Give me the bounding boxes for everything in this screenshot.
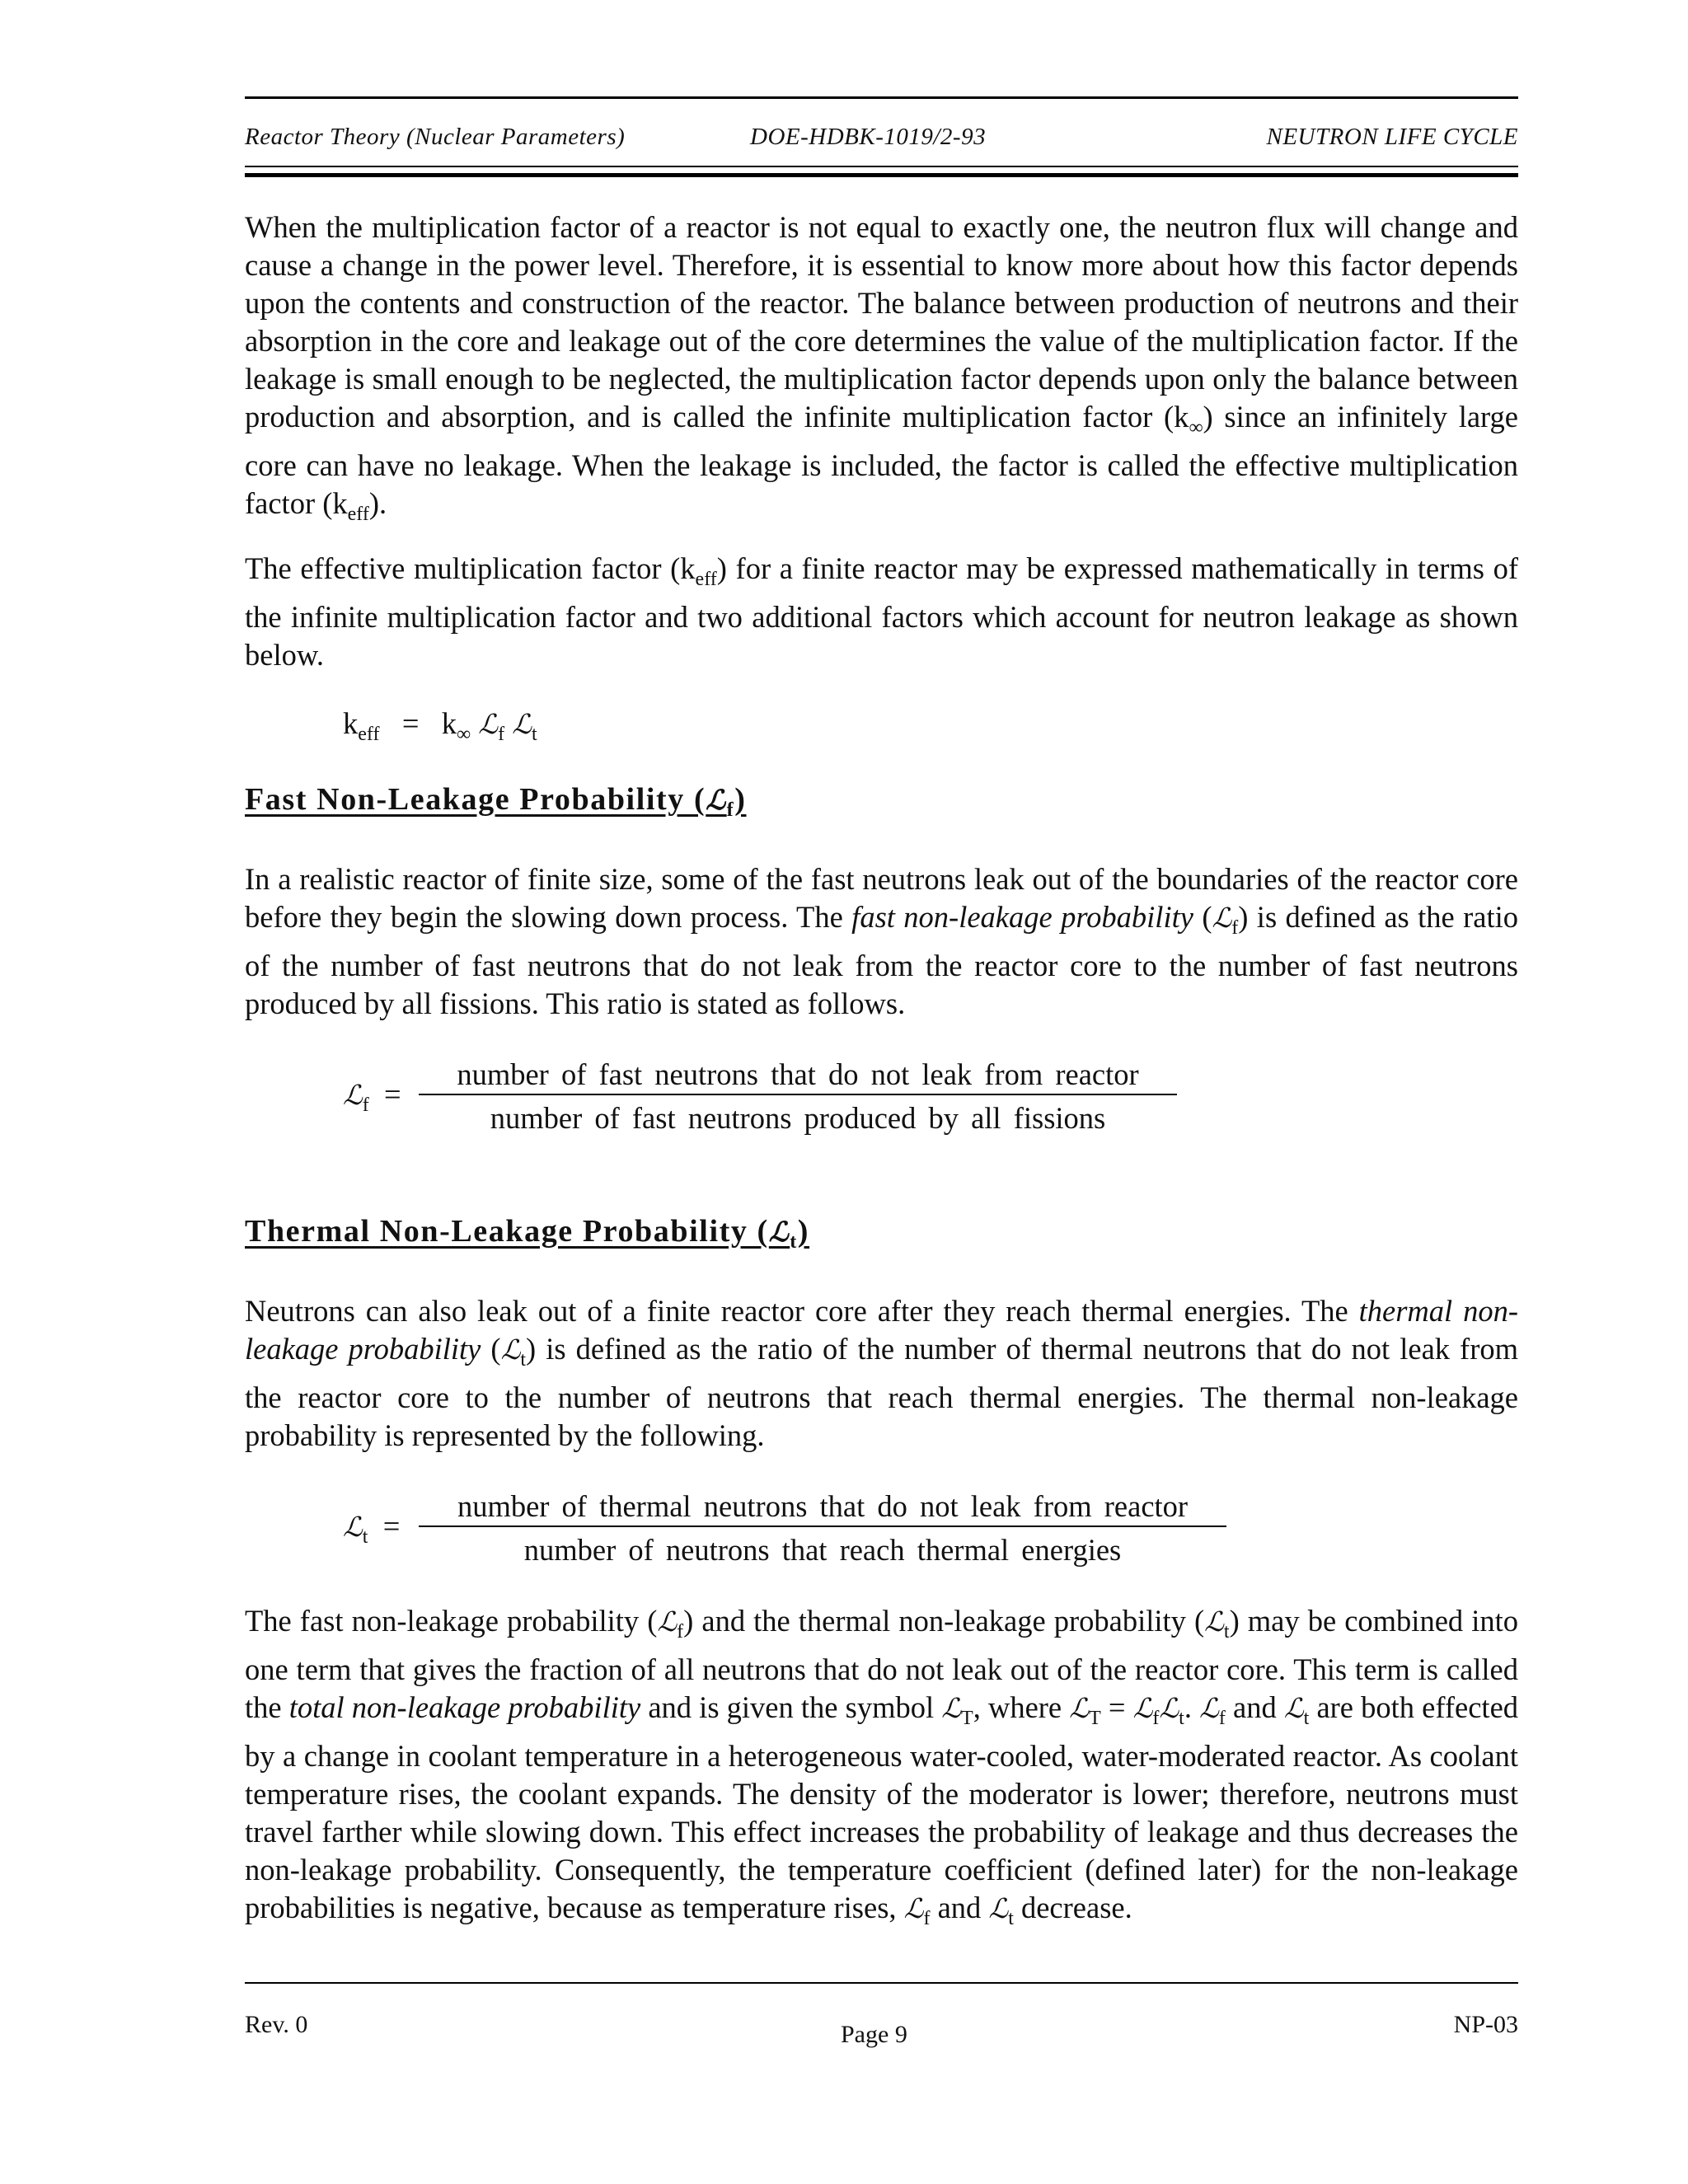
eq-sub-inf: ∞ bbox=[457, 724, 471, 745]
para4-text-c: ) is defined as the ratio of the number of thermal neutrons that do not leak from the reactor core to the number of neutrons that reach thermal energies. The thermal non-leakage probability is represented by the following. bbox=[245, 1332, 1518, 1452]
para5-sub-f3: f bbox=[1218, 1708, 1226, 1729]
para5-italic-term: total non-leakage probability bbox=[288, 1690, 641, 1724]
para5-text-a: The fast non-leakage probability ( bbox=[245, 1604, 658, 1638]
footer-right: NP-03 bbox=[1453, 2011, 1518, 2038]
eq-thermal-denominator: number of neutrons that reach thermal energies bbox=[523, 1533, 1122, 1567]
para2-text-b: ) for a finite reactor may be expressed mathematically in terms of the infinite multiplication factor and two additional factors which account for neutron leakage as shown below. bbox=[245, 551, 1519, 672]
heading-fast-text: Fast Non-Leakage Probability ( bbox=[245, 782, 706, 817]
equation-fast-fraction bbox=[419, 1057, 1177, 1136]
para5-sub-f4: f bbox=[923, 1908, 931, 1929]
heading-fast-close: ) bbox=[734, 782, 747, 817]
equation-keff bbox=[343, 705, 537, 746]
eq-equals: = bbox=[401, 706, 420, 740]
para5-L-t2: ℒ bbox=[1159, 1692, 1179, 1724]
para3-text-a: In a realistic reactor of finite size, some of the fast neutrons leak out of the boundaries of the reactor core before they begin the slowing down process. The bbox=[245, 862, 1518, 934]
para4-text-b: ( bbox=[481, 1332, 501, 1366]
para5-text-f: . bbox=[1184, 1690, 1200, 1724]
para5-sub-t4: t bbox=[1008, 1908, 1014, 1929]
eq-k-inf: k bbox=[441, 706, 457, 740]
para2-text-a: The effective multiplication factor (k bbox=[245, 551, 696, 585]
para5-sub-f1: f bbox=[677, 1621, 684, 1643]
eq-thermal-numerator: number of thermal neutrons that do not leak from reactor bbox=[419, 1488, 1226, 1527]
para5-L-f1: ℒ bbox=[657, 1605, 678, 1638]
para3-text-c: ) is defined as the ratio of the number of fast neutrons that do not leak from the reactor core to the number of fast neutrons produced by all fissions. This ratio is stated as follows. bbox=[245, 900, 1518, 1020]
sub-eff: eff bbox=[347, 504, 369, 525]
para5-text-h: are both effected by a change in coolant temperature in a heterogeneous water-cooled, water-moderated reactor. As coolant temperature rises, the coolant expands. The density of the moderator is lower; therefore, neutrons must travel farther while slowing down. This effect increases the probability of leakage and thus decreases the non-leakage probability. Consequently, the temperature coefficient (defined later) for the non-leakage probabilities is negative, because as temperature rises, bbox=[245, 1690, 1519, 1924]
para4-text-a: Neutrons can also leak out of a finite reactor core after they reach thermal energies. The bbox=[245, 1294, 1359, 1328]
para3-italic-term: fast non-leakage probability bbox=[851, 900, 1193, 934]
para5-sub-t1: t bbox=[1223, 1621, 1230, 1643]
footer-page-number: Page 9 bbox=[841, 2021, 907, 2048]
eq-fast-L: ℒ bbox=[343, 1079, 363, 1111]
para5-text-b: ) and the thermal non-leakage probability ( bbox=[683, 1604, 1205, 1638]
heading-thermal-text: Thermal Non-Leakage Probability ( bbox=[245, 1214, 769, 1249]
para5-text-j: decrease. bbox=[1013, 1891, 1132, 1924]
equation-thermal-lhs bbox=[343, 1508, 400, 1549]
para1-text-b: ) since an infinitely large core can have no leakage. When the leakage is included, the factor is called the effective multiplication factor (k bbox=[245, 400, 1519, 520]
para1-text-c: ). bbox=[368, 486, 387, 520]
para5-text-g: and bbox=[1225, 1690, 1284, 1724]
heading-fast-sub: f bbox=[726, 799, 735, 821]
header-right: NEUTRON LIFE CYCLE bbox=[1266, 124, 1518, 150]
header-top-rule bbox=[245, 96, 1518, 99]
eq-k: k bbox=[343, 706, 359, 740]
eq-sub-eff: eff bbox=[358, 724, 380, 745]
para5-text-d: and is given the symbol bbox=[640, 1690, 942, 1724]
para4-italic-term: thermal non-leakage probability bbox=[245, 1294, 1519, 1366]
para5-L-f2: ℒ bbox=[1132, 1692, 1153, 1724]
eq-L-f: ℒ bbox=[478, 708, 499, 740]
paragraph-fast-non-leakage bbox=[245, 860, 1518, 1023]
eq-L-t: ℒ bbox=[512, 708, 532, 740]
header-bottom-rule-thick bbox=[245, 173, 1518, 177]
sub-eff: eff bbox=[695, 569, 717, 590]
eq-thermal-L: ℒ bbox=[343, 1511, 363, 1543]
para5-eq: = bbox=[1100, 1690, 1133, 1724]
para3-L: ℒ bbox=[1212, 902, 1232, 934]
para5-L-T2: ℒ bbox=[1069, 1692, 1090, 1724]
header-left: Reactor Theory (Nuclear Parameters) bbox=[245, 124, 626, 150]
eq-sub-f: f bbox=[498, 724, 505, 745]
heading-fast-non-leakage bbox=[245, 781, 746, 822]
para5-L-t4: ℒ bbox=[988, 1892, 1009, 1924]
paragraph-thermal-non-leakage bbox=[245, 1292, 1518, 1455]
eq-thermal-sub: t bbox=[362, 1526, 368, 1548]
para5-sub-T1: T bbox=[961, 1708, 973, 1729]
eq-fast-denominator: number of fast neutrons produced by all fissions bbox=[490, 1101, 1106, 1135]
heading-thermal-close: ) bbox=[797, 1214, 810, 1249]
eq-thermal-equals: = bbox=[382, 1509, 401, 1543]
para4-L: ℒ bbox=[500, 1333, 521, 1366]
eq-fast-equals: = bbox=[384, 1077, 401, 1111]
eq-fast-numerator: number of fast neutrons that do not leak from reactor bbox=[419, 1057, 1177, 1095]
paragraph-multiplication-factor bbox=[245, 209, 1518, 533]
para3-sub: f bbox=[1231, 917, 1239, 939]
para5-L-T1: ℒ bbox=[941, 1692, 962, 1724]
para5-text-i: and bbox=[930, 1891, 989, 1924]
eq-fast-sub: f bbox=[362, 1094, 369, 1116]
heading-thermal-sub: t bbox=[790, 1231, 798, 1253]
para1-text-a: When the multiplication factor of a reactor is not equal to exactly one, the neutron flux will change and cause a change in the power level. Therefore, it is essential to know more about how this factor depends upon the contents and construction of the reactor. The balance between production of neutrons and their absorption in the core and leakage out of the core determines the value of the multiplication factor. If the leakage is small enough to be neglected, the multiplication factor depends upon only the balance between production and absorption, and is called the infinite multiplication factor (k bbox=[245, 210, 1518, 434]
equation-thermal-fraction bbox=[419, 1488, 1226, 1568]
sub-infinity: ∞ bbox=[1189, 417, 1203, 438]
heading-fast-L: ℒ bbox=[706, 784, 727, 816]
para3-text-b: ( bbox=[1193, 900, 1212, 934]
para5-text-c: ) may be combined into one term that gives the fraction of all neutrons that do not leak out of the reactor core. This term is called the bbox=[245, 1604, 1518, 1724]
para5-sub-f2: f bbox=[1152, 1708, 1160, 1729]
para5-sub-T2: T bbox=[1089, 1708, 1101, 1729]
para5-L-f3: ℒ bbox=[1199, 1692, 1219, 1724]
header-center: DOE-HDBK-1019/2-93 bbox=[750, 124, 987, 150]
para5-sub-t2: t bbox=[1179, 1708, 1184, 1729]
para5-L-t3: ℒ bbox=[1283, 1692, 1304, 1724]
para5-text-e: , where bbox=[973, 1690, 1070, 1724]
para4-sub: t bbox=[520, 1349, 527, 1371]
footer-rule bbox=[245, 1982, 1518, 1984]
heading-thermal-L: ℒ bbox=[768, 1216, 790, 1248]
paragraph-total-non-leakage bbox=[245, 1602, 1518, 1938]
footer-left: Rev. 0 bbox=[245, 2011, 308, 2038]
equation-fast-lhs bbox=[343, 1076, 401, 1117]
para5-L-t1: ℒ bbox=[1204, 1605, 1224, 1638]
para5-L-f4: ℒ bbox=[903, 1892, 924, 1924]
heading-thermal-non-leakage bbox=[245, 1213, 809, 1254]
running-header bbox=[245, 124, 1518, 151]
para5-sub-t3: t bbox=[1303, 1708, 1310, 1729]
eq-sub-t: t bbox=[531, 724, 537, 745]
paragraph-effective-factor bbox=[245, 550, 1518, 674]
header-bottom-rule-thin bbox=[245, 166, 1518, 167]
